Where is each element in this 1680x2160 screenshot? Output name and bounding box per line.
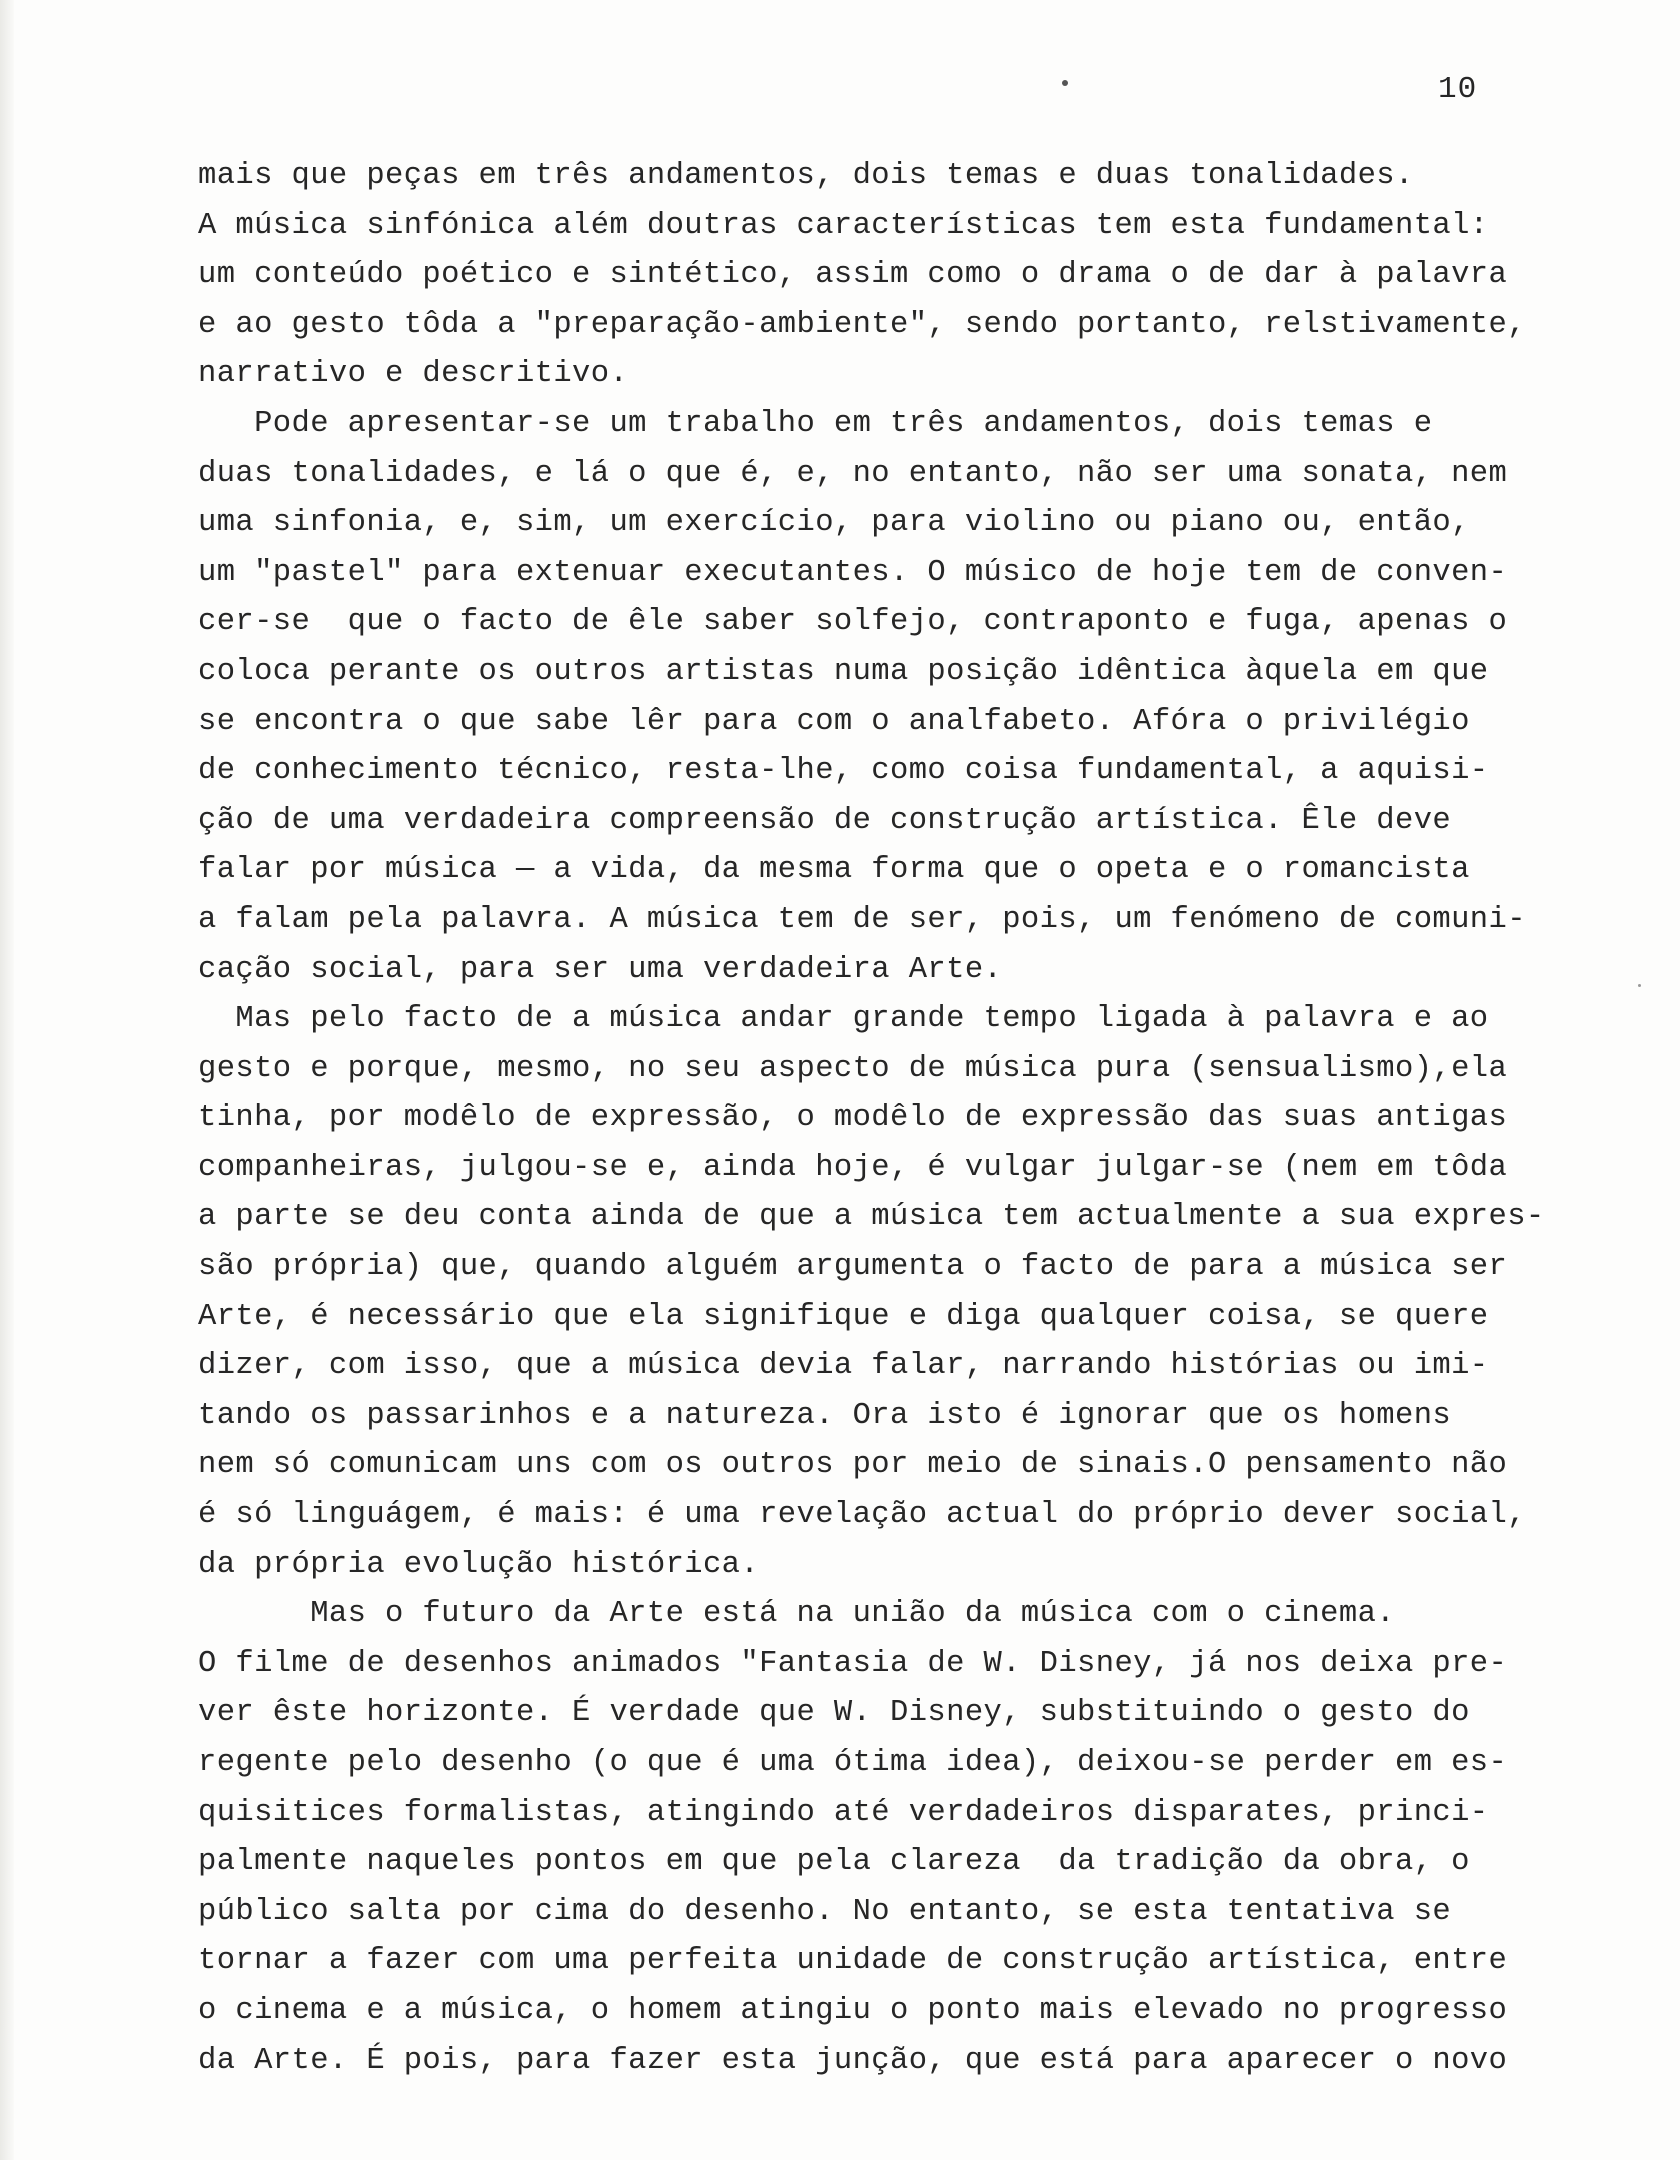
text-line: nem só comunicam uns com os outros por meio de sinais.O pensamento não [198, 1448, 1508, 1483]
text-line: narrativo e descritivo. [198, 357, 629, 392]
text-line: ver êste horizonte. É verdade que W. Disney, substituindo o gesto do [198, 1696, 1470, 1731]
text-line: tinha, por modêlo de expressão, o modêlo de expressão das suas antigas [198, 1101, 1508, 1136]
text-line: da própria evolução histórica. [198, 1547, 760, 1582]
text-line: um "pastel" para extenuar executantes. O músico de hoje tem de conven- [198, 555, 1508, 590]
text-line: da Arte. É pois, para fazer esta junção, que está para aparecer o novo [198, 2043, 1508, 2078]
text-line: público salta por cima do desenho. No entanto, se esta tentativa se [198, 1894, 1452, 1929]
text-line: é só linguágem, é mais: é uma revelação actual do próprio dever social, [198, 1498, 1526, 1533]
text-line: uma sinfonia, e, sim, um exercício, para violino ou piano ou, então, [198, 506, 1470, 541]
body-text [198, 152, 1638, 2086]
text-line: mais que peças em três andamentos, dois temas e duas tonalidades. [198, 159, 1414, 193]
text-line: palmente naqueles pontos em que pela clareza da tradição da obra, o [198, 1845, 1470, 1880]
text-line: cação social, para ser uma verdadeira Arte. [198, 952, 1003, 987]
text-line: ção de uma verdadeira compreensão de construção artística. Êle deve [198, 803, 1452, 838]
text-line: tando os passarinhos e a natureza. Ora isto é ignorar que os homens [198, 1398, 1452, 1433]
text-line: se encontra o que sabe lêr para com o analfabeto. Afóra o privilégio [198, 704, 1470, 739]
text-line: dizer, com isso, que a música devia falar, narrando histórias ou imi- [198, 1349, 1489, 1384]
text-line: um conteúdo poético e sintético, assim como o drama o de dar à palavra [198, 258, 1508, 293]
scan-edge [0, 0, 14, 2160]
text-line: o cinema e a música, o homem atingiu o ponto mais elevado no progresso [198, 1993, 1508, 2028]
text-line: de conhecimento técnico, resta-lhe, como coisa fundamental, a aquisi- [198, 754, 1489, 789]
text-line: duas tonalidades, e lá o que é, e, no entanto, não ser uma sonata, nem [198, 456, 1508, 491]
text-line: gesto e porque, mesmo, no seu aspecto de música pura (sensualismo),ela [198, 1051, 1508, 1086]
text-line: falar por música — a vida, da mesma forma que o opeta e o romancista [198, 853, 1470, 888]
page-number: 10 [1438, 72, 1478, 107]
text-line: Mas o futuro da Arte está na união da música com o cinema. [198, 1597, 1395, 1632]
ink-speck [1638, 984, 1641, 987]
text-line: tornar a fazer com uma perfeita unidade de construção artística, entre [198, 1944, 1508, 1979]
text-line: a parte se deu conta ainda de que a música tem actualmente a sua expres- [198, 1200, 1545, 1235]
text-line: e ao gesto tôda a "preparação-ambiente", sendo portanto, relstivamente, [198, 307, 1526, 342]
text-line: Arte, é necessário que ela signifique e diga qualquer coisa, se quere [198, 1299, 1489, 1334]
text-line: quisitices formalistas, atingindo até verdadeiros disparates, princi- [198, 1795, 1489, 1830]
text-line: a falam pela palavra. A música tem de ser, pois, um fenómeno de comuni- [198, 902, 1526, 937]
text-line: O filme de desenhos animados "Fantasia de W. Disney, já nos deixa pre- [198, 1646, 1508, 1681]
text-line: Mas pelo facto de a música andar grande tempo ligada à palavra e ao [198, 1002, 1489, 1037]
text-line: coloca perante os outros artistas numa posição idêntica àquela em que [198, 654, 1489, 689]
ink-speck [1062, 80, 1068, 86]
text-line: são própria) que, quando alguém argumenta o facto de para a música ser [198, 1250, 1508, 1285]
text-line: companheiras, julgou-se e, ainda hoje, é vulgar julgar-se (nem em tôda [198, 1150, 1508, 1185]
text-line: regente pelo desenho (o que é uma ótima idea), deixou-se perder em es- [198, 1746, 1508, 1780]
text-line: A música sinfónica além doutras características tem esta fundamental: [198, 208, 1489, 243]
text-line: Pode apresentar-se um trabalho em três andamentos, dois temas e [198, 406, 1433, 441]
text-line: cer-se que o facto de êle saber solfejo, contraponto e fuga, apenas o [198, 605, 1508, 640]
